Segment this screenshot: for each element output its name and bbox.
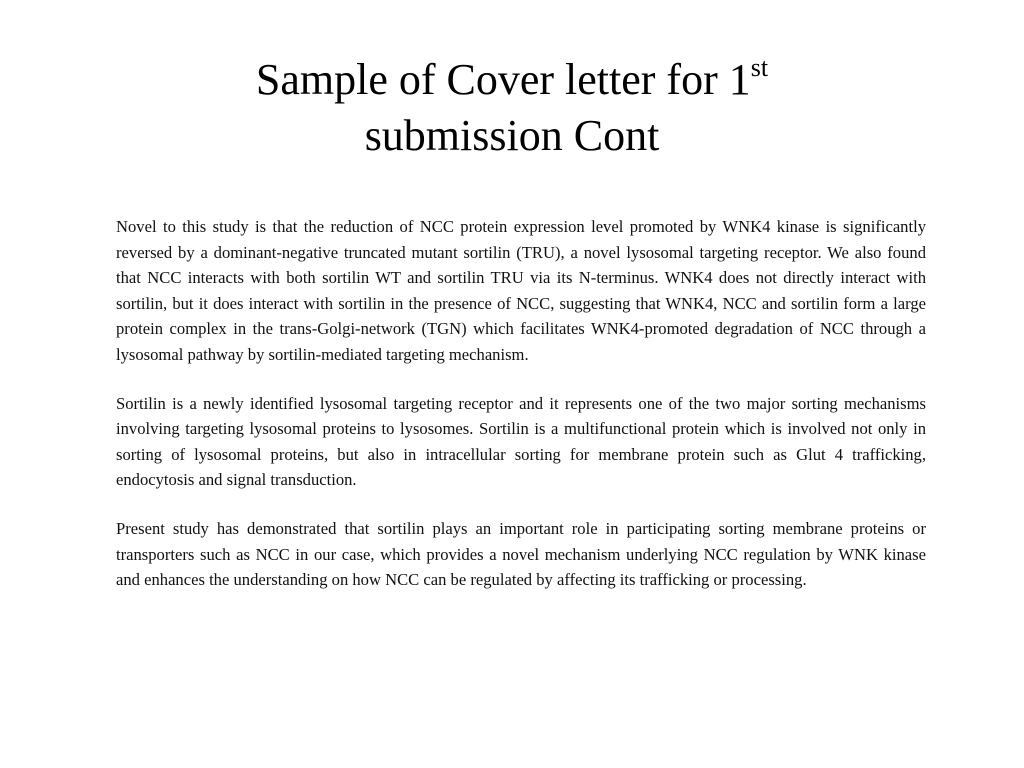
letter-paragraph-2: Sortilin is a newly identified lysosomal targeting receptor and it represents one of the two major sorting mechanisms involving targeting lysosomal proteins to lysosomes. Sortilin is a multifunctional protein which is involved not only in sorting of lysosomal proteins, but also in intracellular sorting for membrane protein such as Glut 4 trafficking, endocytosis and signal transduction. (116, 393, 926, 490)
slide-title-main: Sample of Cover letter for 1 (255, 55, 751, 104)
cover-letter-excerpt (116, 214, 926, 616)
letter-paragraph-1: Novel to this study is that the reduction of NCC protein expression level promoted by WNK4 kinase is significantly reversed by a dominant-negative truncated mutant sortilin (TRU), a novel lysosomal targeting receptor. We also found that NCC interacts with both sortilin WT and sortilin TRU via its N-terminus. WNK4 does not directly interact with sortilin, but it does interact with sortilin in the presence of NCC, suggesting that WNK4, NCC and sortilin form a large protein complex in the trans-Golgi-network (TGN) which facilitates WNK4-promoted degradation of NCC through a lysosomal pathway by sortilin-mediated targeting mechanism. (116, 217, 926, 364)
slide-title-line2: submission Cont (364, 111, 660, 160)
slide-title-superscript: st (750, 53, 769, 82)
letter-paragraph-3: Present study has demonstrated that sortilin plays an important role in participating sorting membrane proteins or transporters such as NCC in our case, which provides a novel mechanism underlying NCC regulation by WNK kinase and enhances the understanding on how NCC can be regulated by affecting its trafficking or processing. (116, 518, 926, 590)
slide-title (112, 52, 912, 164)
